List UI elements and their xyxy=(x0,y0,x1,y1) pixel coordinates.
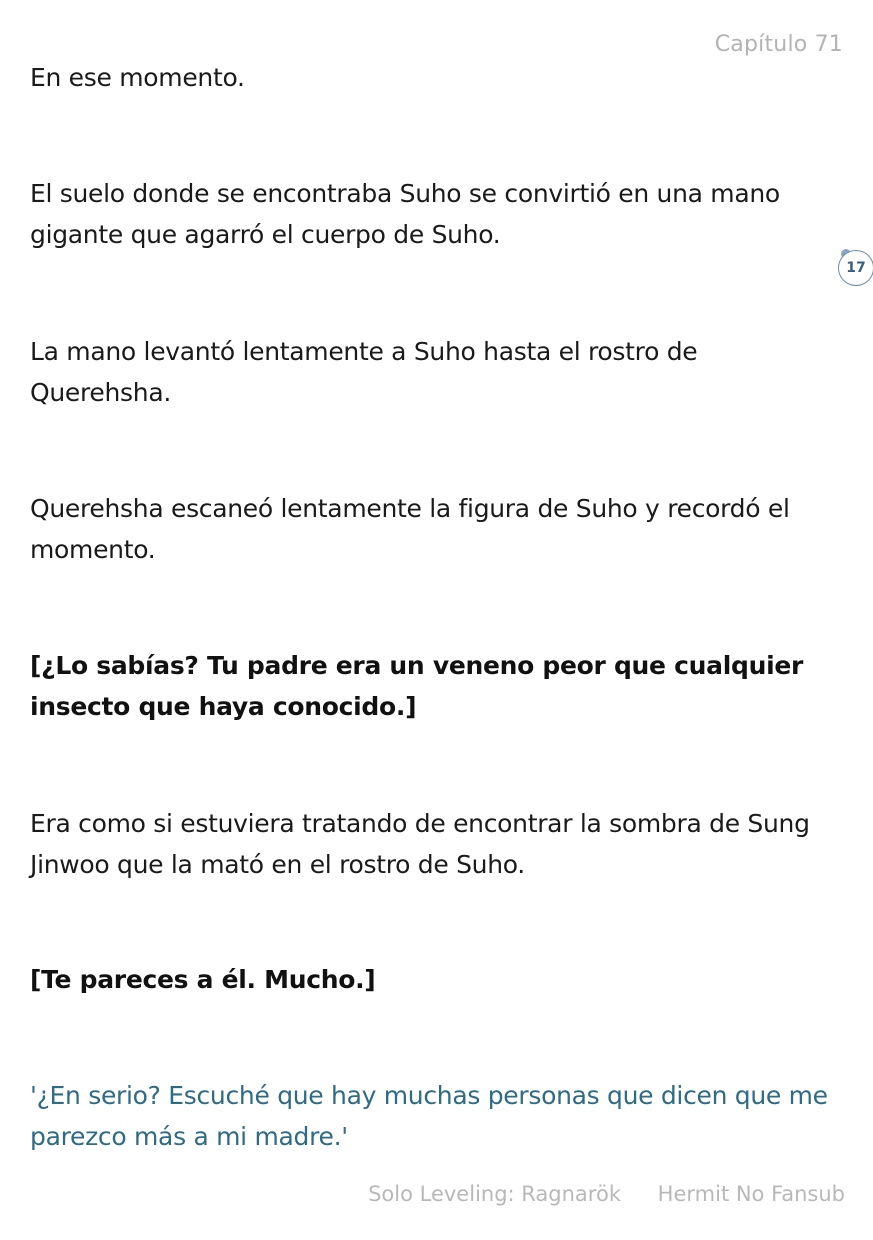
novel-title: Solo Leveling: Ragnarök xyxy=(368,1182,621,1206)
paragraph-narration: Era como si estuviera tratando de encontrar la sombra de Sung Jinwoo que la mató en el rostro de Suho. xyxy=(30,809,810,879)
paragraph-narration: El suelo donde se encontraba Suho se convirtió en una mano gigante que agarró el cuerpo de Suho. xyxy=(30,179,780,249)
paragraph-narration: En ese momento. xyxy=(30,63,245,92)
paragraph-dialogue: [¿Lo sabías? Tu padre era un veneno peor que cualquier insecto que haya conocido.] xyxy=(30,651,804,721)
translator-credit: Hermit No Fansub xyxy=(657,1182,845,1206)
paragraph-narration: La mano levantó lentamente a Suho hasta el rostro de Querehsha. xyxy=(30,337,698,407)
footer xyxy=(368,1182,845,1206)
comment-count-badge[interactable]: 17 xyxy=(838,250,873,286)
paragraph-thought: '¿En serio? Escuché que hay muchas personas que dicen que me parezco más a mi madre.' xyxy=(30,1081,828,1151)
paragraph-narration: Querehsha escaneó lentamente la figura de Suho y recordó el momento. xyxy=(30,494,790,564)
paragraph-dialogue: [Te pareces a él. Mucho.] xyxy=(30,965,376,994)
chapter-label: Capítulo 71 xyxy=(714,32,843,57)
